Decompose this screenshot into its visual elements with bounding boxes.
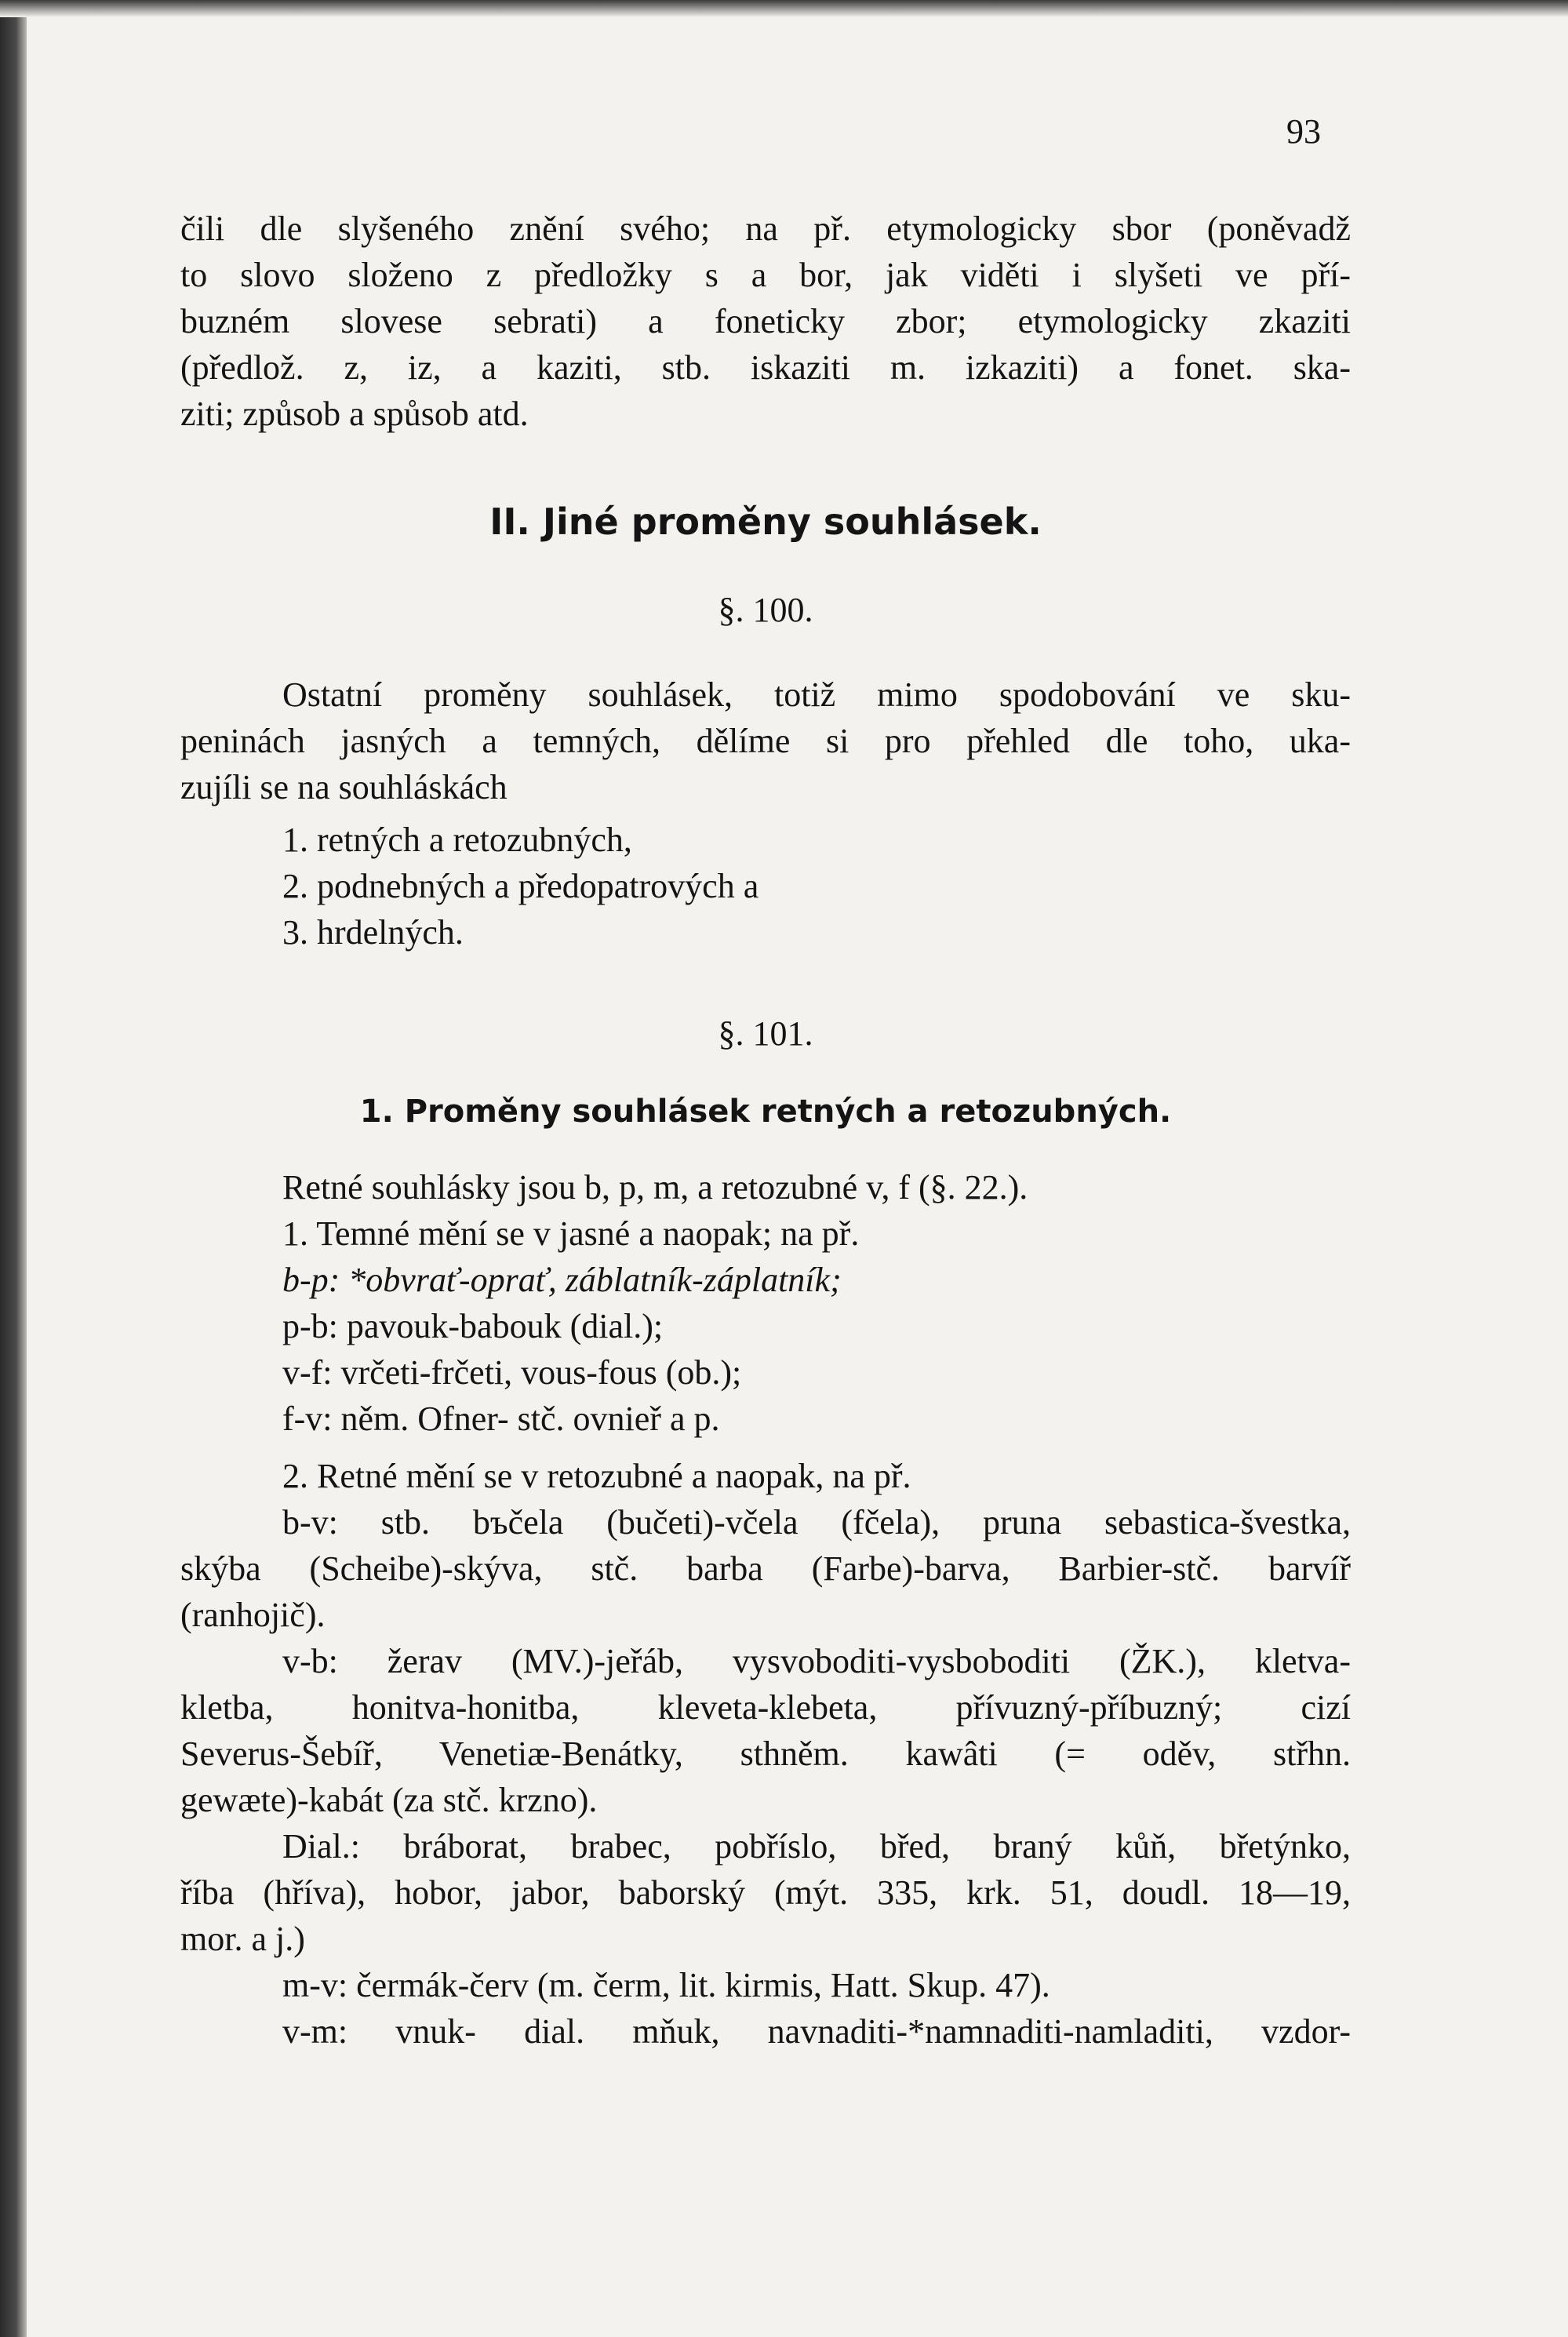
list-item: 2. podnebných a předopatrových a xyxy=(282,867,759,905)
scan-edge-left xyxy=(0,0,27,2337)
heading-jine-promeny: II. Jiné proměny souhlásek. xyxy=(489,501,1042,543)
dial-line: Dial.: bráborat, brabec, pobřísl​o, břed, braný kůň, břetýnko, xyxy=(282,1827,1351,1866)
example-line: p-b: pavouk-babouk (dial.); xyxy=(282,1307,664,1345)
bv-line: b-v: stb. bъčela (bučeti)-včela (fčela), pruna sebastica-švestka, xyxy=(282,1503,1351,1542)
vm-line: v-m: vnuk- dial. mňuk, navnaditi-*namnaditi-namladiti, vzdor- xyxy=(282,2012,1351,2051)
vb-line: kletba, honitva-honitba, kleveta-klebeta, přívuzný-příbuzný; cizí xyxy=(180,1688,1351,1727)
rule-2: 2. Retné mění se v retozubné a naopak, na př. xyxy=(282,1457,911,1495)
p100-line: peninách jasných a temných, dělíme si pro přehled dle toho, uka- xyxy=(180,722,1351,760)
example-line: b-p: *obvrať-oprať, záblatník-záplatník; xyxy=(282,1261,842,1299)
intro-line: ziti; způsob a spůsob atd. xyxy=(180,395,529,433)
heading-promeny-retnych: 1. Proměny souhlásek retných a retozubných. xyxy=(359,1094,1172,1130)
section-101: §. 101. xyxy=(718,1014,813,1053)
dial-line: říba (hříva), hobor, jabor, baborský (mýt. 335, krk. 51, doudl. 18—19, xyxy=(180,1873,1351,1912)
p100-line: zujíli se na souhláskách xyxy=(180,768,508,806)
bv-line: (ranhojič). xyxy=(180,1596,326,1634)
paragraph-101 xyxy=(180,1164,1351,2055)
intro-line: čili dle slyšeného znění svého; na př. etymologicky sbor (poněvadž xyxy=(180,209,1351,248)
vb-line: gewæte)-kabát (za stč. krzno). xyxy=(180,1781,598,1819)
list-item: 1. retných a retozubných, xyxy=(282,821,632,859)
example-line: v-f: vrčeti-frčeti, vous-fous (ob.); xyxy=(282,1353,742,1392)
intro-line: to slovo složeno z předložky s a bor, jak viděti i slyšeti ve pří- xyxy=(180,256,1351,294)
scan-edge-top xyxy=(0,0,1568,17)
section-100: §. 100. xyxy=(718,591,813,629)
vb-line: v-b: žerav (MV.)-jeřáb, vysvoboditi-vysboboditi (ŽK.), kletva- xyxy=(282,1642,1351,1680)
paragraph-100 xyxy=(180,672,1351,956)
intro-paragraph xyxy=(180,206,1351,437)
p100-line: Ostatní proměny souhlásek, totiž mimo spodobování ve sku- xyxy=(282,675,1351,714)
rule-1: 1. Temné mění se v jasné a naopak; na př. xyxy=(282,1214,860,1253)
intro-line: (předlož. z, iz, a kaziti, stb. iskaziti m. izkaziti) a fonet. ska- xyxy=(180,348,1351,387)
p101-intro: Retné souhlásky jsou b, p, m, a retozubné v, f (§. 22.). xyxy=(282,1168,1028,1207)
bv-line: skýba (Scheibe)-skýva, stč. barba (Farbe)-barva, Barbier-stč. barvíř xyxy=(180,1549,1351,1588)
mv-line: m-v: čermák-červ (m. čerm, lit. kirmis, Hatt. Skup. 47). xyxy=(282,1966,1050,2004)
example-line: f-v: něm. Ofner- stč. ovnieř a p. xyxy=(282,1400,720,1438)
page-number: 93 xyxy=(1286,112,1321,151)
intro-line: buzném slovese sebrati) a foneticky zbor; etymologicky zkaziti xyxy=(180,302,1351,340)
list-item: 3. hrdelných. xyxy=(282,913,464,952)
vb-line: Severus-Šebíř, Venetiæ-Benátky, sthněm. kawâti (= oděv, střhn. xyxy=(180,1735,1351,1773)
dial-line: mor. a j.) xyxy=(180,1920,305,1958)
